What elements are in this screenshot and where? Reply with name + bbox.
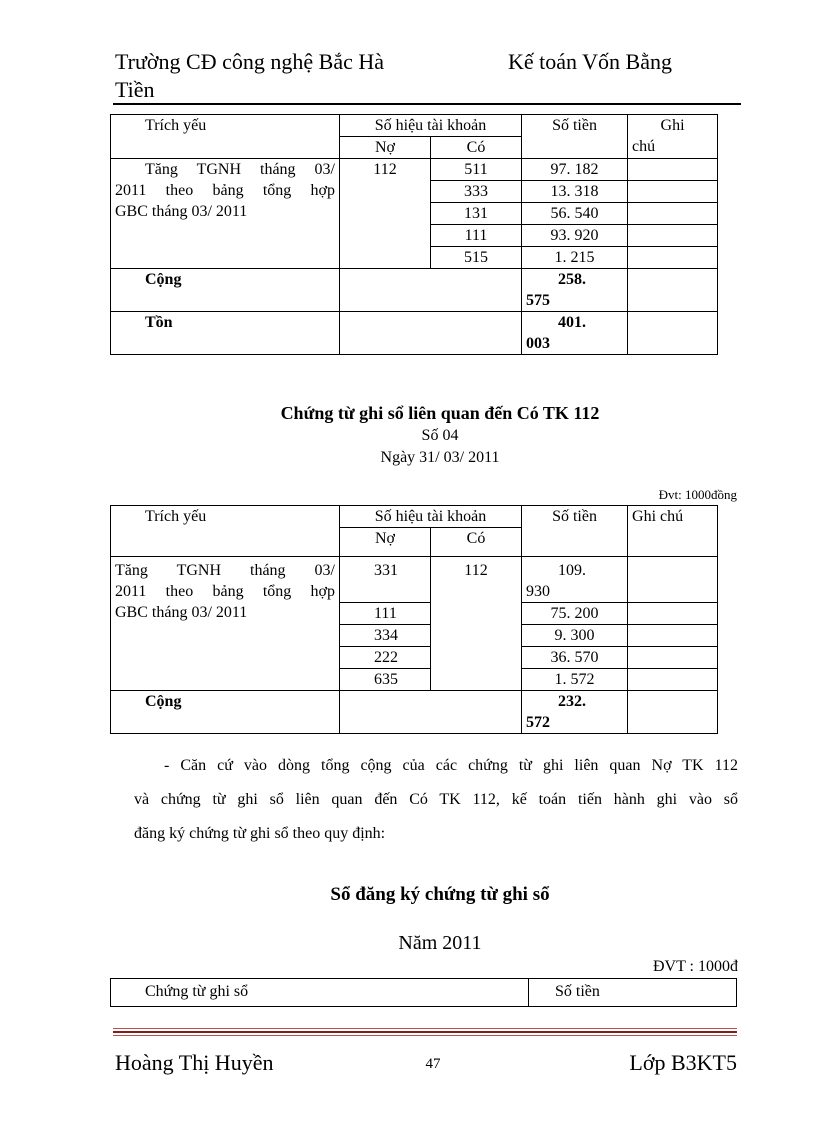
total-amount-line2: 575 [526, 292, 551, 309]
register-title: Sổ đăng ký chứng từ ghi sổ [330, 884, 550, 905]
table-no-tk112 [110, 114, 718, 355]
register-col-chung-tu: Chứng từ ghi sổ [111, 979, 529, 1007]
amount-cell: 1. 572 [522, 669, 628, 691]
amount-cell: 56. 540 [522, 203, 628, 225]
amount-cell: 75. 200 [522, 603, 628, 625]
no-account: 334 [340, 625, 431, 647]
table-co-tk112 [110, 505, 718, 734]
desc-line-2: 2011 theo bảng tổng hợp [115, 583, 335, 600]
desc-line-1: Tăng TGNH tháng 03/ [145, 161, 335, 178]
footer-author: Hoàng Thị Huyền [115, 1050, 274, 1075]
note-cell [628, 203, 718, 225]
empty-cell [340, 691, 522, 734]
amount-cell: 97. 182 [522, 159, 628, 181]
note-cell [628, 691, 718, 734]
balance-amount-line2: 003 [526, 335, 551, 352]
desc-line-1: Tăng TGNH tháng 03/ [115, 562, 335, 579]
note-cell [628, 669, 718, 691]
no-account: 111 [340, 603, 431, 625]
paragraph-line-1: - Căn cứ vào dòng tổng cộng của các chứng từ ghi liên quan Nợ TK 112 [164, 757, 738, 774]
co-account: 131 [431, 203, 522, 225]
no-account: 112 [340, 159, 431, 269]
note-cell [628, 557, 718, 603]
no-account: 222 [340, 647, 431, 669]
amount-cell: 36. 570 [522, 647, 628, 669]
amount-cell [522, 557, 628, 603]
total-amount-line1: 232. [558, 693, 587, 710]
co-account: 511 [431, 159, 522, 181]
register-table [110, 978, 737, 1007]
total-amount [522, 691, 628, 734]
empty-cell [340, 312, 522, 355]
amount-cell: 13. 318 [522, 181, 628, 203]
footer-rule-middle [113, 1031, 737, 1033]
col-header-ghi-chu: Ghi chú [628, 506, 718, 557]
total-label: Cộng [111, 691, 340, 734]
desc-line-3: GBC tháng 03/ 2011 [115, 604, 248, 621]
col-header-no: Nợ [340, 137, 431, 159]
amount-line1: 109. [558, 562, 587, 579]
footer-class: Lớp B3KT5 [629, 1050, 737, 1075]
col-header-trich-yeu: Trích yếu [111, 115, 340, 159]
total-amount-line2: 572 [526, 714, 551, 731]
desc-line-2: 2011 theo bảng tổng hợp [115, 182, 335, 199]
col-header-co: Có [431, 137, 522, 159]
amount-cell: 1. 215 [522, 247, 628, 269]
col-header-co: Có [431, 528, 522, 557]
col-header-so-tien: Số tiền [522, 506, 628, 557]
note-cell [628, 225, 718, 247]
paragraph-line-3: đăng ký chứng từ ghi sổ theo quy định: [134, 825, 386, 842]
register-unit: ĐVT : 1000đ [652, 958, 738, 975]
voucher-date: Ngày 31/ 03/ 2011 [380, 449, 500, 466]
balance-label: Tồn [111, 312, 340, 355]
note-cell [628, 312, 718, 355]
note-cell [628, 269, 718, 312]
register-year: Năm 2011 [398, 932, 482, 954]
total-amount-line1: 258. [558, 271, 587, 288]
col-header-ghi-chu [628, 115, 718, 159]
desc-line-3: GBC tháng 03/ 2011 [115, 203, 248, 220]
page-number: 47 [425, 1056, 441, 1072]
footer-rule-top [113, 1028, 737, 1029]
footer-rule-bottom [113, 1035, 737, 1036]
header-rule [113, 103, 741, 105]
note-cell [628, 603, 718, 625]
co-account: 112 [431, 557, 522, 691]
no-account: 635 [340, 669, 431, 691]
body-paragraph [134, 752, 738, 848]
voucher-number: Số 04 [421, 427, 459, 444]
header-subject-cont: Tiền [115, 77, 155, 102]
header-subject: Kế toán Vốn Bằng [508, 49, 672, 74]
balance-amount-line1: 401. [558, 314, 587, 331]
col-header-trich-yeu: Trích yếu [111, 506, 340, 557]
total-amount [522, 269, 628, 312]
note-cell [628, 159, 718, 181]
amount-cell: 9. 300 [522, 625, 628, 647]
register-col-so-tien: Số tiền [529, 979, 737, 1007]
col-header-so-hieu: Số hiệu tài khoản [340, 115, 522, 137]
co-account: 515 [431, 247, 522, 269]
co-account: 111 [431, 225, 522, 247]
paragraph-line-2: và chứng từ ghi sổ liên quan đến Có TK 112, kế toán tiến hành ghi vào sổ [134, 791, 738, 808]
total-label: Cộng [111, 269, 340, 312]
empty-cell [340, 269, 522, 312]
amount-line2: 930 [526, 583, 551, 600]
voucher-title: Chứng từ ghi sổ liên quan đến Có TK 112 [280, 403, 600, 423]
voucher-unit: Đvt: 1000đồng [658, 487, 737, 502]
note-cell [628, 625, 718, 647]
ghi-chu-line2: chú [632, 138, 656, 155]
balance-amount [522, 312, 628, 355]
note-cell [628, 647, 718, 669]
note-cell [628, 181, 718, 203]
co-account: 333 [431, 181, 522, 203]
amount-cell: 93. 920 [522, 225, 628, 247]
ghi-chu-line1: Ghi [660, 117, 685, 134]
col-header-no: Nợ [340, 528, 431, 557]
description-cell [111, 557, 340, 691]
no-account: 331 [340, 557, 431, 603]
description-cell [111, 159, 340, 269]
col-header-so-tien: Số tiền [522, 115, 628, 159]
col-header-so-hieu: Số hiệu tài khoản [340, 506, 522, 528]
note-cell [628, 247, 718, 269]
header-school: Trường CĐ công nghệ Bắc Hà [115, 49, 384, 74]
